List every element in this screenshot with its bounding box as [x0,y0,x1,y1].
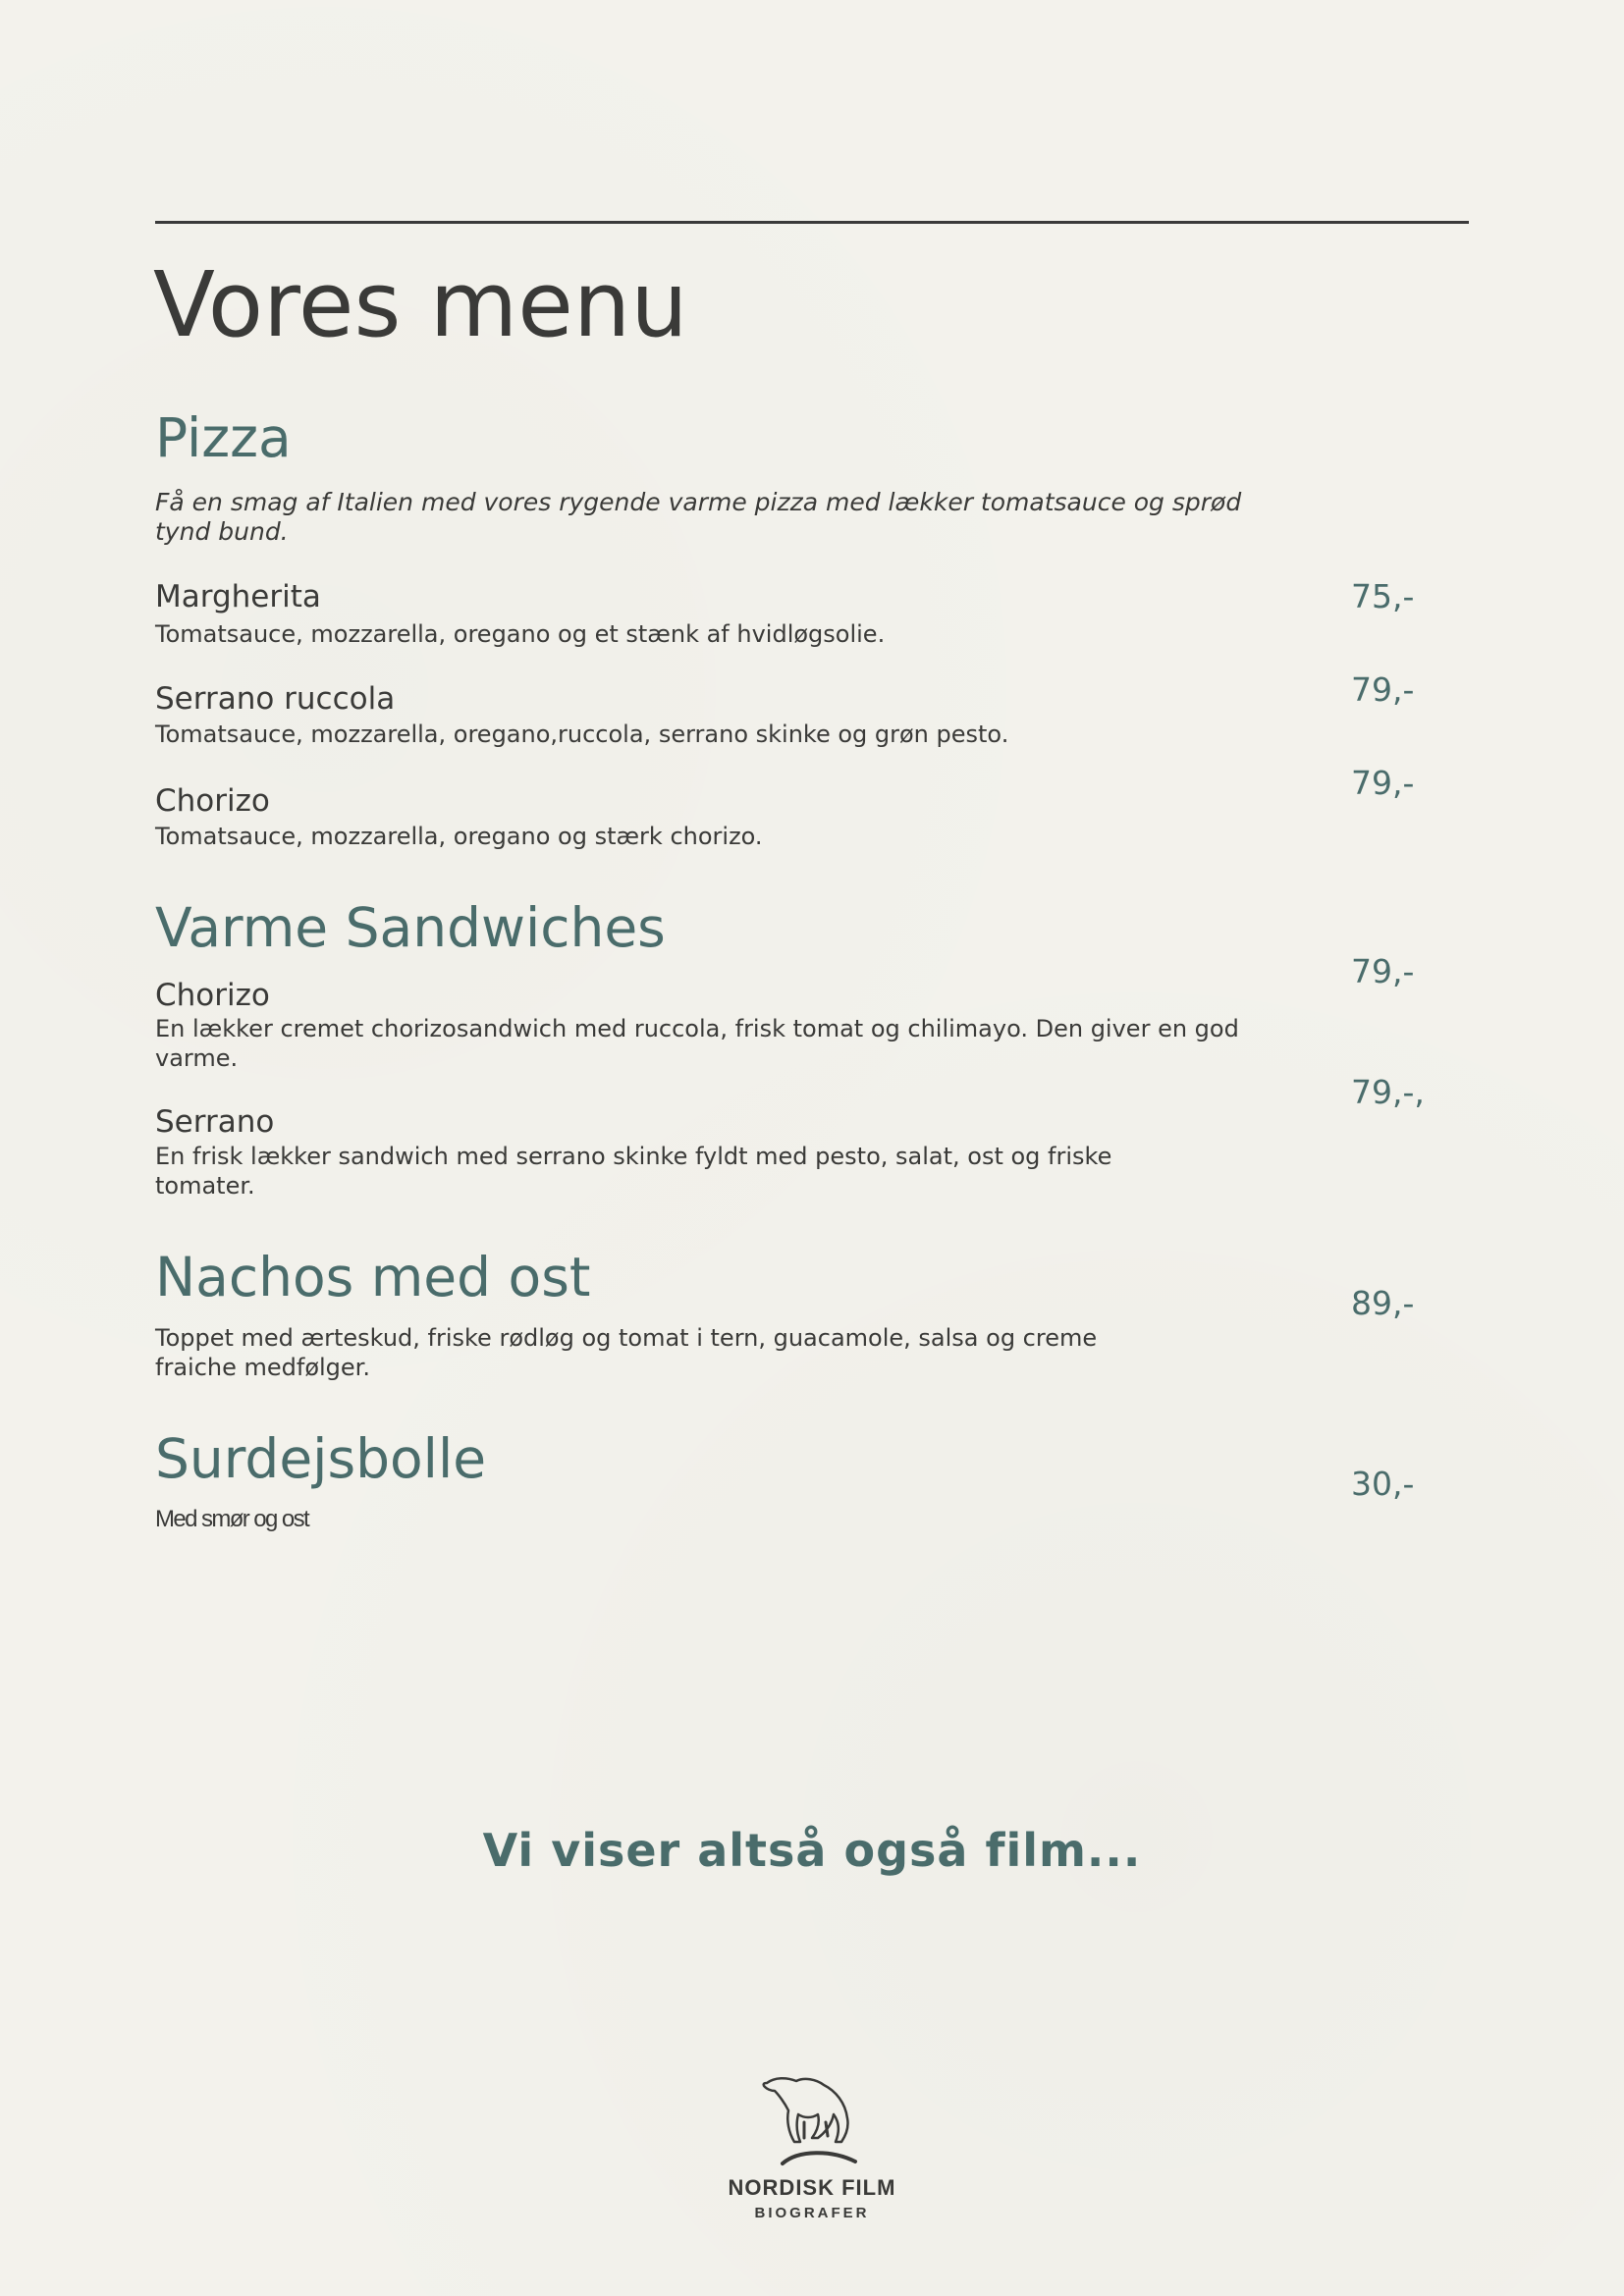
price-nachos: 89,- [1351,1284,1415,1322]
price-serrano-ruccola: 79,- [1351,670,1415,709]
price-serrano-sandwich: 79,-, [1351,1073,1425,1111]
menu-item-desc-chorizo-sandwich: En lækker cremet chorizosandwich med ruccola, frisk tomat og chilimayo. Den giver en god varme. [155,1015,1239,1072]
menu-item-name-serrano-ruccola: Serrano ruccola [155,681,396,717]
polar-bear-icon [753,2071,871,2169]
nordisk-film-logo [714,2071,910,2228]
menu-item-name-serrano-sandwich: Serrano [155,1104,275,1140]
menu-item-name-margherita: Margherita [155,579,321,614]
menu-item-desc-serrano-sandwich: En frisk lækker sandwich med serrano skinke fyldt med pesto, salat, ost og friske tomater. [155,1143,1112,1200]
logo-subtitle: BIOGRAFER [754,2205,870,2221]
logo-wordmark: NORDISK FILM [728,2175,896,2200]
section-heading-sandwiches: Varme Sandwiches [155,896,666,959]
menu-item-desc-surdejsbolle: Med smør og ost [155,1506,309,1532]
section-heading-pizza: Pizza [155,406,292,469]
menu-item-name-chorizo-sandwich: Chorizo [155,978,270,1013]
section-heading-nachos: Nachos med ost [155,1246,591,1308]
price-surdejsbolle: 30,- [1351,1465,1415,1503]
section-heading-surdejsbolle: Surdejsbolle [155,1427,487,1490]
menu-item-desc-serrano-ruccola: Tomatsauce, mozzarella, oregano,ruccola, serrano skinke og grøn pesto. [155,721,1009,748]
menu-item-desc-nachos: Toppet med ærteskud, friske rødløg og tomat i tern, guacamole, salsa og creme fraiche medfølger. [155,1324,1098,1381]
price-chorizo-pizza: 79,- [1351,764,1415,802]
price-chorizo-sandwich: 79,- [1351,952,1415,990]
menu-item-name-chorizo-pizza: Chorizo [155,783,270,819]
tagline: Vi viser altså også film... [482,1824,1142,1877]
section-intro-pizza: Få en smag af Italien med vores rygende varme pizza med lækker tomatsauce og sprød tynd bund. [155,488,1242,546]
page-title: Vores menu [153,252,688,357]
menu-item-desc-chorizo-pizza: Tomatsauce, mozzarella, oregano og stærk chorizo. [155,823,763,850]
menu-item-desc-margherita: Tomatsauce, mozzarella, oregano og et stænk af hvidløgsolie. [155,620,886,648]
top-divider [155,221,1469,224]
price-margherita: 75,- [1351,577,1415,615]
